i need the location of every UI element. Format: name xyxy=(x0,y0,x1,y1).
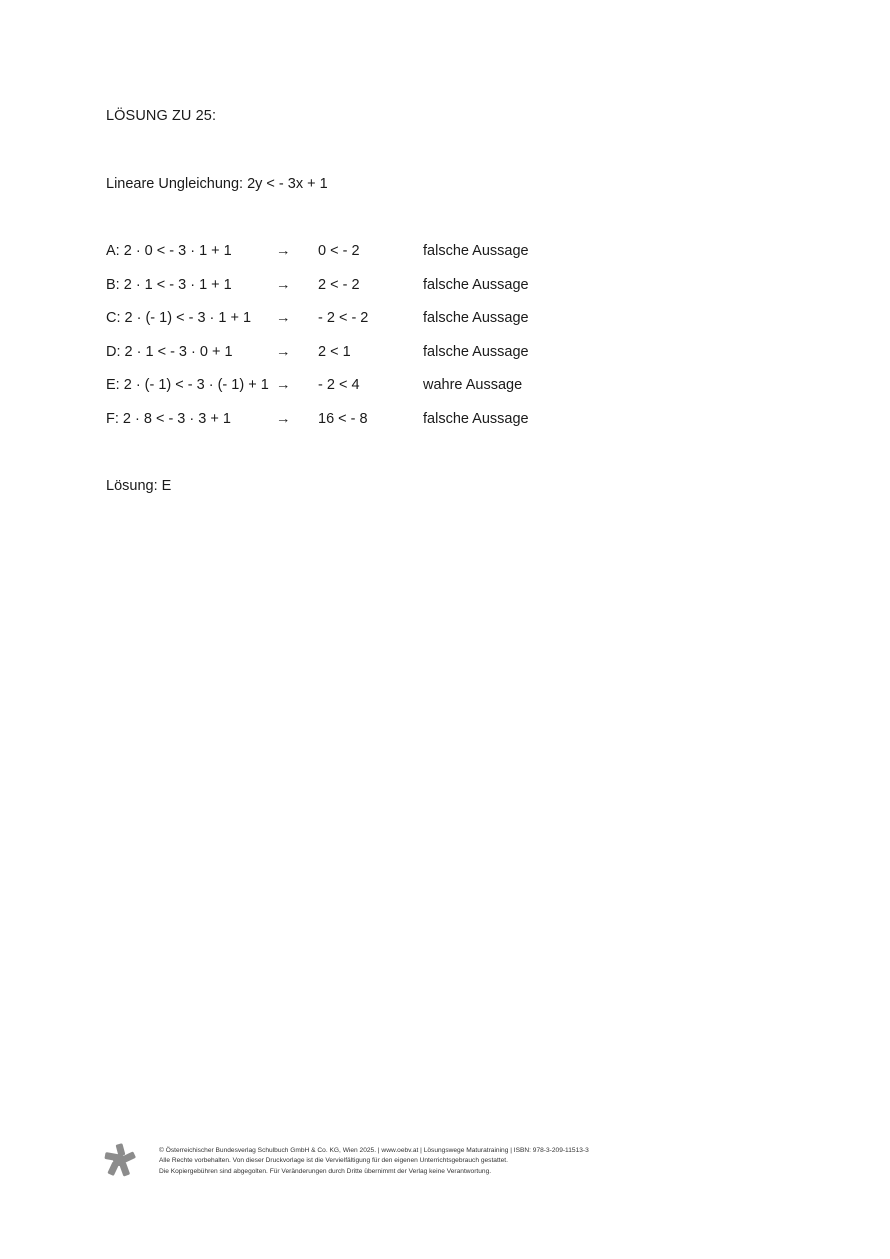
arrow-icon: → xyxy=(276,410,291,427)
arrow-icon: → xyxy=(276,377,291,394)
check-verdict: falsche Aussage xyxy=(423,243,529,259)
check-verdict: falsche Aussage xyxy=(423,276,529,293)
arrow-icon: → xyxy=(276,276,291,293)
check-row-b xyxy=(106,276,666,310)
check-row-c xyxy=(106,309,666,343)
check-result: 2 < 1 xyxy=(318,343,351,360)
check-expression: D: 2 · 1 < - 3 · 0 + 1 xyxy=(106,343,233,360)
check-row-a xyxy=(106,242,666,276)
check-row-f xyxy=(106,410,666,444)
arrow-icon: → xyxy=(276,343,291,360)
publisher-logo-icon xyxy=(104,1143,136,1177)
page-footer xyxy=(104,1143,664,1183)
arrow-icon: → xyxy=(276,243,291,259)
check-verdict: wahre Aussage xyxy=(423,377,523,394)
solution-answer: Lösung: E xyxy=(106,478,172,494)
check-result: 16 < - 8 xyxy=(318,410,368,427)
check-expression: F: 2 · 8 < - 3 · 3 + 1 xyxy=(106,410,231,427)
check-table xyxy=(106,242,666,444)
check-verdict: falsche Aussage xyxy=(423,343,529,360)
check-verdict: falsche Aussage xyxy=(423,410,529,427)
check-expression: C: 2 · (- 1) < - 3 · 1 + 1 xyxy=(106,310,252,327)
check-result: - 2 < - 2 xyxy=(318,310,369,327)
arrow-icon: → xyxy=(276,310,291,327)
copyright-notice xyxy=(159,1146,589,1177)
copyright-line: © Österreichischer Bundesverlag Schulbuch GmbH & Co. KG, Wien 2025. | www.oebv.at | Lösungswege Maturatraining | ISBN: 978-3-209-11513-3 xyxy=(159,1147,589,1154)
inequality-statement: Lineare Ungleichung: 2y < - 3x + 1 xyxy=(106,176,328,192)
check-result: 2 < - 2 xyxy=(318,276,360,293)
rights-line: Alle Rechte vorbehalten. Von dieser Druckvorlage ist die Vervielfältigung für den eigenen Unterrichtsgebrauch gestattet. xyxy=(159,1157,508,1165)
page-heading: LÖSUNG ZU 25: xyxy=(106,108,217,124)
check-expression: E: 2 · (- 1) < - 3 · (- 1) + 1 xyxy=(106,377,269,394)
check-row-e xyxy=(106,376,666,410)
check-expression: B: 2 · 1 < - 3 · 1 + 1 xyxy=(106,276,232,293)
check-row-d xyxy=(106,343,666,377)
check-result: 0 < - 2 xyxy=(318,243,360,259)
check-result: - 2 < 4 xyxy=(318,377,360,394)
liability-line: Die Kopiergebühren sind abgegolten. Für Veränderungen durch Dritte übernimmt der Verlag keine Verantwortung. xyxy=(159,1167,492,1175)
check-verdict: falsche Aussage xyxy=(423,310,529,327)
check-expression: A: 2 · 0 < - 3 · 1 + 1 xyxy=(106,243,232,259)
